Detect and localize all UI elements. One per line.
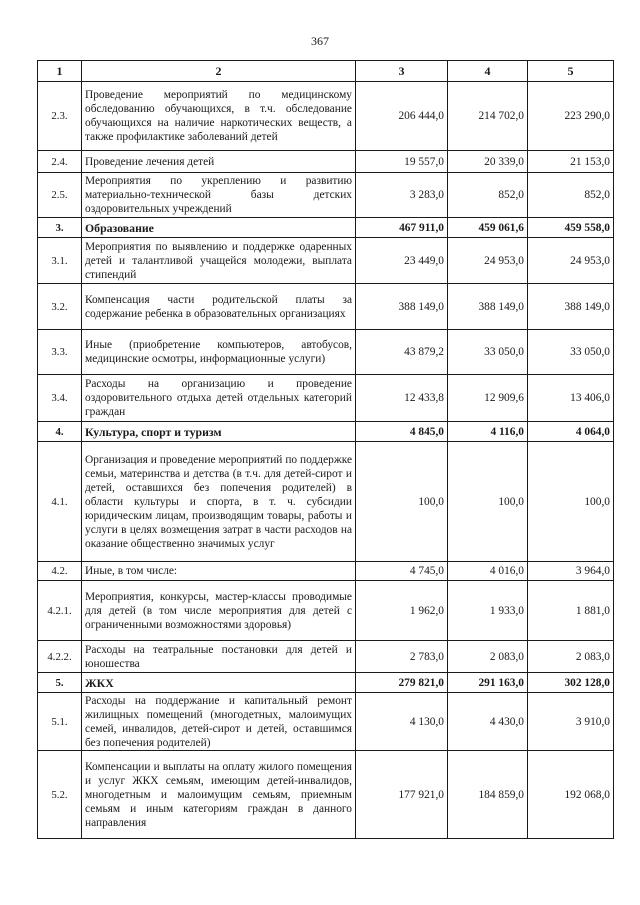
row-number: 2.5. bbox=[38, 173, 82, 218]
value-col-3: 467 911,0 bbox=[356, 218, 448, 238]
section-row bbox=[38, 422, 614, 442]
row-title: Компенсации и выплаты на оплату жилого помещения и услуг ЖКХ семьям, имеющим детей-инвалидов, многодетным и малоимущим семьям, приемным семьям и иным категориям граждан в данного направления bbox=[82, 751, 356, 839]
row-title: Мероприятия, конкурсы, мастер-классы проводимые для детей (в том числе мероприятия для детей с ограниченными возможностями здоровья) bbox=[82, 581, 356, 641]
value-col-4: 24 953,0 bbox=[448, 238, 528, 284]
value-col-3: 279 821,0 bbox=[356, 673, 448, 693]
value-col-3: 19 557,0 bbox=[356, 151, 448, 173]
table-row bbox=[38, 330, 614, 375]
row-title: Компенсация части родительской платы за содержание ребенка в образовательных организациях bbox=[82, 284, 356, 330]
budget-table bbox=[37, 60, 614, 839]
table-row bbox=[38, 238, 614, 284]
value-col-4: 459 061,6 bbox=[448, 218, 528, 238]
row-number: 4.2. bbox=[38, 562, 82, 581]
table-row bbox=[38, 375, 614, 422]
table-row bbox=[38, 284, 614, 330]
value-col-5: 302 128,0 bbox=[528, 673, 614, 693]
value-col-4: 4 430,0 bbox=[448, 693, 528, 751]
value-col-3: 2 783,0 bbox=[356, 641, 448, 673]
value-col-4: 4 016,0 bbox=[448, 562, 528, 581]
row-number: 4.1. bbox=[38, 442, 82, 562]
value-col-4: 100,0 bbox=[448, 442, 528, 562]
column-header-2: 2 bbox=[82, 61, 356, 82]
value-col-5: 33 050,0 bbox=[528, 330, 614, 375]
value-col-3: 388 149,0 bbox=[356, 284, 448, 330]
column-header-1: 1 bbox=[38, 61, 82, 82]
value-col-4: 20 339,0 bbox=[448, 151, 528, 173]
value-col-3: 23 449,0 bbox=[356, 238, 448, 284]
value-col-4: 12 909,6 bbox=[448, 375, 528, 422]
row-number: 3.4. bbox=[38, 375, 82, 422]
row-number: 3.1. bbox=[38, 238, 82, 284]
value-col-5: 3 910,0 bbox=[528, 693, 614, 751]
value-col-5: 3 964,0 bbox=[528, 562, 614, 581]
value-col-5: 852,0 bbox=[528, 173, 614, 218]
row-number: 3. bbox=[38, 218, 82, 238]
row-title: Иные, в том числе: bbox=[82, 562, 356, 581]
value-col-5: 21 153,0 bbox=[528, 151, 614, 173]
row-number: 3.3. bbox=[38, 330, 82, 375]
table-row bbox=[38, 82, 614, 151]
row-number: 5. bbox=[38, 673, 82, 693]
table-row bbox=[38, 442, 614, 562]
section-row bbox=[38, 673, 614, 693]
value-col-5: 2 083,0 bbox=[528, 641, 614, 673]
table-row bbox=[38, 562, 614, 581]
value-col-3: 1 962,0 bbox=[356, 581, 448, 641]
row-title: Расходы на поддержание и капитальный ремонт жилищных помещений (многодетных, малоимущих семей, инвалидов, детей-сирот и детей, оставшимся без попечения родителей) bbox=[82, 693, 356, 751]
row-title: ЖКХ bbox=[82, 673, 356, 693]
value-col-5: 388 149,0 bbox=[528, 284, 614, 330]
table-row bbox=[38, 693, 614, 751]
value-col-3: 4 745,0 bbox=[356, 562, 448, 581]
column-header-5: 5 bbox=[528, 61, 614, 82]
row-title: Проведение лечения детей bbox=[82, 151, 356, 173]
value-col-4: 33 050,0 bbox=[448, 330, 528, 375]
table-row bbox=[38, 581, 614, 641]
row-title: Иные (приобретение компьютеров, автобусов, медицинские осмотры, информационные услуги) bbox=[82, 330, 356, 375]
value-col-5: 192 068,0 bbox=[528, 751, 614, 839]
page-number: 367 bbox=[311, 34, 329, 48]
value-col-5: 100,0 bbox=[528, 442, 614, 562]
row-number: 4.2.2. bbox=[38, 641, 82, 673]
row-title: Расходы на театральные постановки для детей и юношества bbox=[82, 641, 356, 673]
value-col-3: 3 283,0 bbox=[356, 173, 448, 218]
value-col-3: 4 130,0 bbox=[356, 693, 448, 751]
row-title: Расходы на организацию и проведение оздоровительного отдыха детей отдельных категорий граждан bbox=[82, 375, 356, 422]
row-number: 2.4. bbox=[38, 151, 82, 173]
value-col-3: 177 921,0 bbox=[356, 751, 448, 839]
column-header-3: 3 bbox=[356, 61, 448, 82]
column-header-4: 4 bbox=[448, 61, 528, 82]
value-col-4: 852,0 bbox=[448, 173, 528, 218]
table-row bbox=[38, 173, 614, 218]
value-col-5: 1 881,0 bbox=[528, 581, 614, 641]
value-col-3: 100,0 bbox=[356, 442, 448, 562]
table-row bbox=[38, 751, 614, 839]
value-col-4: 388 149,0 bbox=[448, 284, 528, 330]
row-title: Мероприятия по выявлению и поддержке одаренных детей и талантливой учащейся молодежи, выплата стипендий bbox=[82, 238, 356, 284]
value-col-3: 4 845,0 bbox=[356, 422, 448, 442]
value-col-3: 206 444,0 bbox=[356, 82, 448, 151]
value-col-5: 24 953,0 bbox=[528, 238, 614, 284]
value-col-4: 1 933,0 bbox=[448, 581, 528, 641]
row-number: 2.3. bbox=[38, 82, 82, 151]
row-number: 4.2.1. bbox=[38, 581, 82, 641]
value-col-5: 223 290,0 bbox=[528, 82, 614, 151]
row-number: 5.2. bbox=[38, 751, 82, 839]
row-title: Организация и проведение мероприятий по поддержке семьи, материнства и детства (в т.ч. для детей-сирот и детей, оставшихся без попечения родителей) в области культуры и спорта, в т. ч. субсидии юридическим лицам, производящим товары, работы и услуги в целях возмещения затрат в части расходов на оказание общественно значимых услуг bbox=[82, 442, 356, 562]
row-number: 3.2. bbox=[38, 284, 82, 330]
table-row bbox=[38, 641, 614, 673]
row-title: Образование bbox=[82, 218, 356, 238]
value-col-5: 4 064,0 bbox=[528, 422, 614, 442]
table-header-row bbox=[38, 61, 614, 82]
value-col-4: 4 116,0 bbox=[448, 422, 528, 442]
row-title: Проведение мероприятий по медицинскому обследованию обучающихся, в т.ч. обследование обучающихся на наличие наркотических веществ, а также профилактике заболеваний детей bbox=[82, 82, 356, 151]
row-title: Культура, спорт и туризм bbox=[82, 422, 356, 442]
value-col-3: 12 433,8 bbox=[356, 375, 448, 422]
value-col-5: 13 406,0 bbox=[528, 375, 614, 422]
value-col-4: 2 083,0 bbox=[448, 641, 528, 673]
row-title: Мероприятия по укреплению и развитию материально-технической базы детских оздоровительных учреждений bbox=[82, 173, 356, 218]
row-number: 5.1. bbox=[38, 693, 82, 751]
value-col-4: 214 702,0 bbox=[448, 82, 528, 151]
value-col-4: 184 859,0 bbox=[448, 751, 528, 839]
value-col-5: 459 558,0 bbox=[528, 218, 614, 238]
table-row bbox=[38, 151, 614, 173]
value-col-3: 43 879,2 bbox=[356, 330, 448, 375]
row-number: 4. bbox=[38, 422, 82, 442]
value-col-4: 291 163,0 bbox=[448, 673, 528, 693]
section-row bbox=[38, 218, 614, 238]
